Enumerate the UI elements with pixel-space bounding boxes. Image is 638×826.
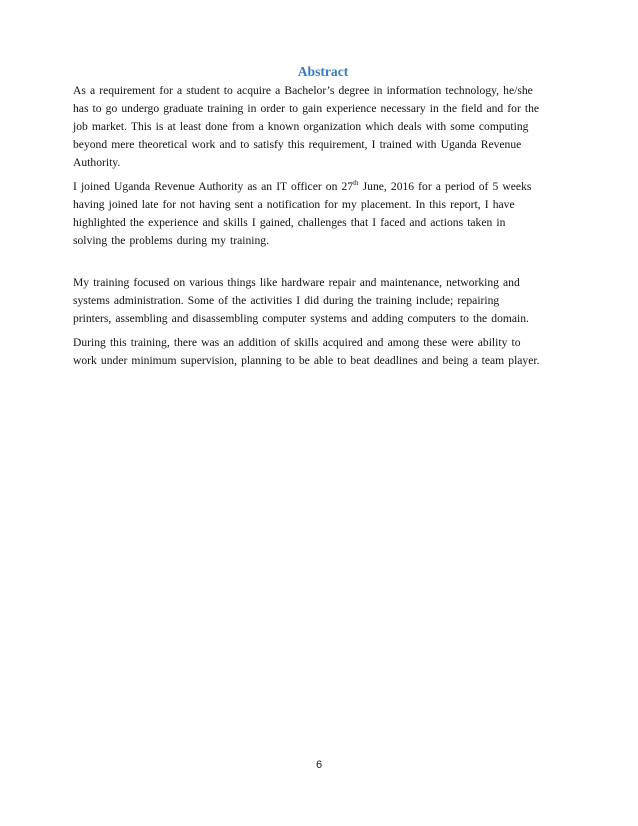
- text-line: My training focused on various things like hardware repair and maintenance, networking and: [73, 276, 520, 289]
- text-line: Authority.: [73, 156, 121, 169]
- text-line: having joined late for not having sent a notification for my placement. In this report, I have: [73, 198, 515, 211]
- text-line: printers, assembling and disassembling computer systems and adding computers to the domain.: [73, 312, 529, 325]
- text-line: job market. This is at least done from a known organization which deals with some computing: [73, 120, 529, 133]
- text-line: work under minimum supervision, planning to be able to beat deadlines and being a team player.: [73, 354, 540, 367]
- paragraph-intro: [73, 82, 573, 172]
- text-line: highlighted the experience and skills I gained, challenges that I faced and actions taken in: [73, 216, 506, 229]
- paragraph-training-focus: [73, 274, 573, 328]
- page-number: 6: [315, 759, 323, 771]
- paragraph-skills: [73, 334, 573, 370]
- ordinal-superscript: th: [353, 179, 359, 188]
- text-line: During this training, there was an addition of skills acquired and among these were ability to: [73, 336, 521, 349]
- text-line: systems administration. Some of the activities I did during the training include; repairing: [73, 294, 500, 307]
- document-body: [73, 63, 573, 370]
- text-line: solving the problems during my training.: [73, 234, 269, 247]
- abstract-heading: Abstract: [297, 64, 349, 79]
- text-segment: I joined Uganda Revenue Authority as an IT officer on 27: [73, 180, 354, 193]
- text-line: As a requirement for a student to acquire a Bachelor’s degree in information technology, he/she: [73, 84, 533, 97]
- paragraph-spacer: [73, 250, 573, 274]
- text-line: [73, 178, 573, 196]
- paragraph-placement: [73, 178, 573, 250]
- text-segment: June, 2016 for a period of 5 weeks: [358, 180, 532, 193]
- text-line: beyond mere theoretical work and to satisfy this requirement, I trained with Uganda Revenue: [73, 138, 522, 151]
- text-line: has to go undergo graduate training in order to gain experience necessary in the field and for the: [73, 102, 540, 115]
